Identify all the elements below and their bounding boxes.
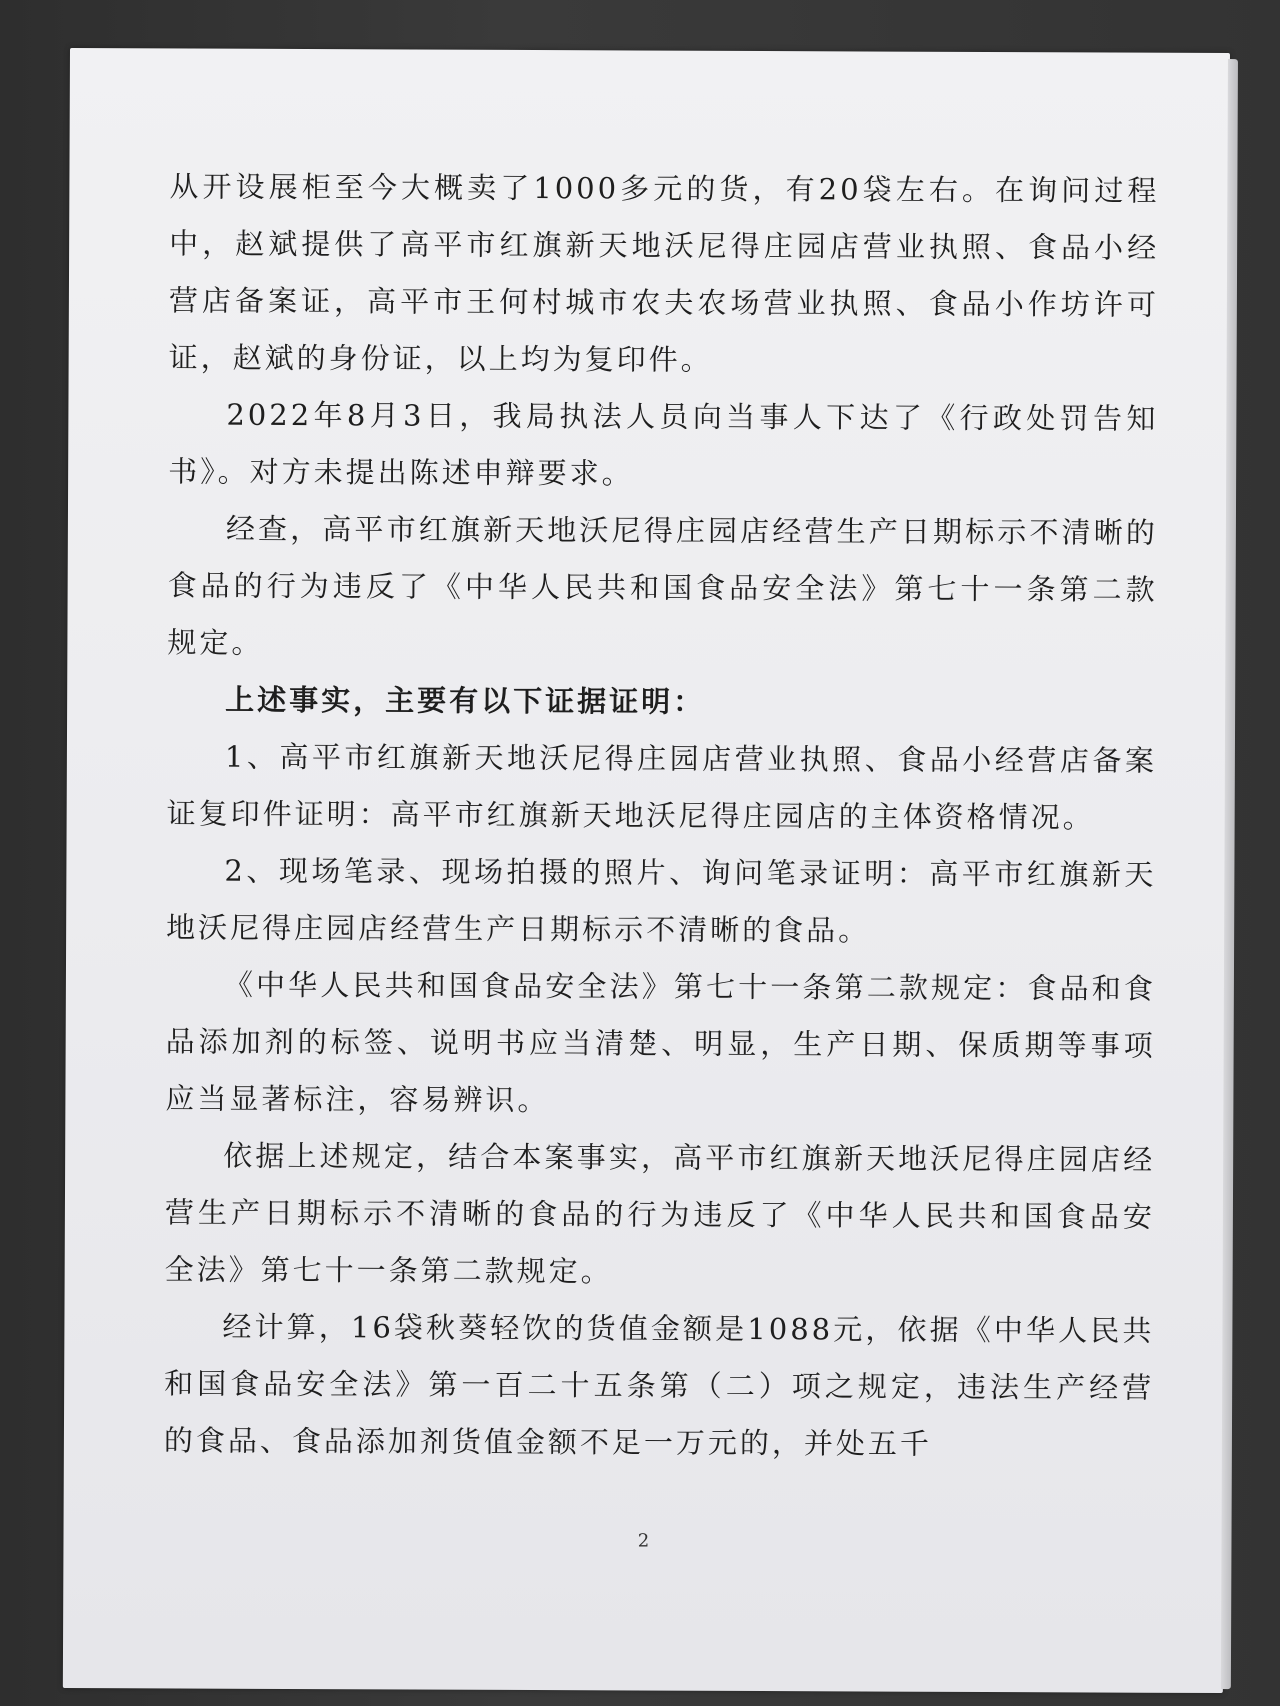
paragraph-legal-basis: 依据上述规定，结合本案事实，高平市红旗新天地沃尼得庄园店经营生产日期标示不清晰的食品的行为违反了《中华人民共和国食品安全法》第七十一条第二款规定。 (164, 1138, 1156, 1289)
paragraph-penalty-notice: 2022年8月3日，我局执法人员向当事人下达了《行政处罚告知书》。对方未提出陈述申辩要求。 (168, 397, 1159, 491)
page-number: 2 (637, 1530, 650, 1552)
paragraph-law-citation: 《中华人民共和国食品安全法》第七十一条第二款规定：食品和食品添加剂的标签、说明书应当清楚、明显，生产日期、保质期等事项应当显著标注，容易辨识。 (165, 967, 1156, 1118)
page-stack-edge (1221, 59, 1238, 1689)
paragraph-evidence-2: 2、现场笔录、现场拍摄的照片、询问笔录证明：高平市红旗新天地沃尼得庄园店经营生产日期标示不清晰的食品。 (166, 853, 1157, 948)
paragraph-evidence-1: 1、高平市红旗新天地沃尼得庄园店营业执照、食品小经营店备案证复印件证明：高平市红旗新天地沃尼得庄园店的主体资格情况。 (166, 739, 1157, 835)
paragraph-investigation-finding: 经查，高平市红旗新天地沃尼得庄园店经营生产日期标示不清晰的食品的行为违反了《中华人民共和国食品安全法》第七十一条第二款规定。 (167, 511, 1158, 660)
paragraph-inquiry-details: 从开设展柜至今大概卖了1000多元的货，有20袋左右。在询问过程中，赵斌提供了高平市红旗新天地沃尼得庄园店营业执照、食品小经营店备案证，高平市王何村城市农夫农场营业执照、食品小作坊许可证，赵斌的身份证，以上均为复印件。 (168, 169, 1160, 377)
document-page (63, 48, 1230, 1693)
paragraph-calculation: 经计算，16袋秋葵轻饮的货值金额是1088元，依据《中华人民共和国食品安全法》第一百二十五条第（二）项之规定，违法生产经营的食品、食品添加剂货值金额不足一万元的，并处五千 (163, 1309, 1155, 1461)
paragraph-evidence-heading: 上述事实，主要有以下证据证明： (225, 682, 706, 719)
document-body (164, 158, 1160, 1473)
